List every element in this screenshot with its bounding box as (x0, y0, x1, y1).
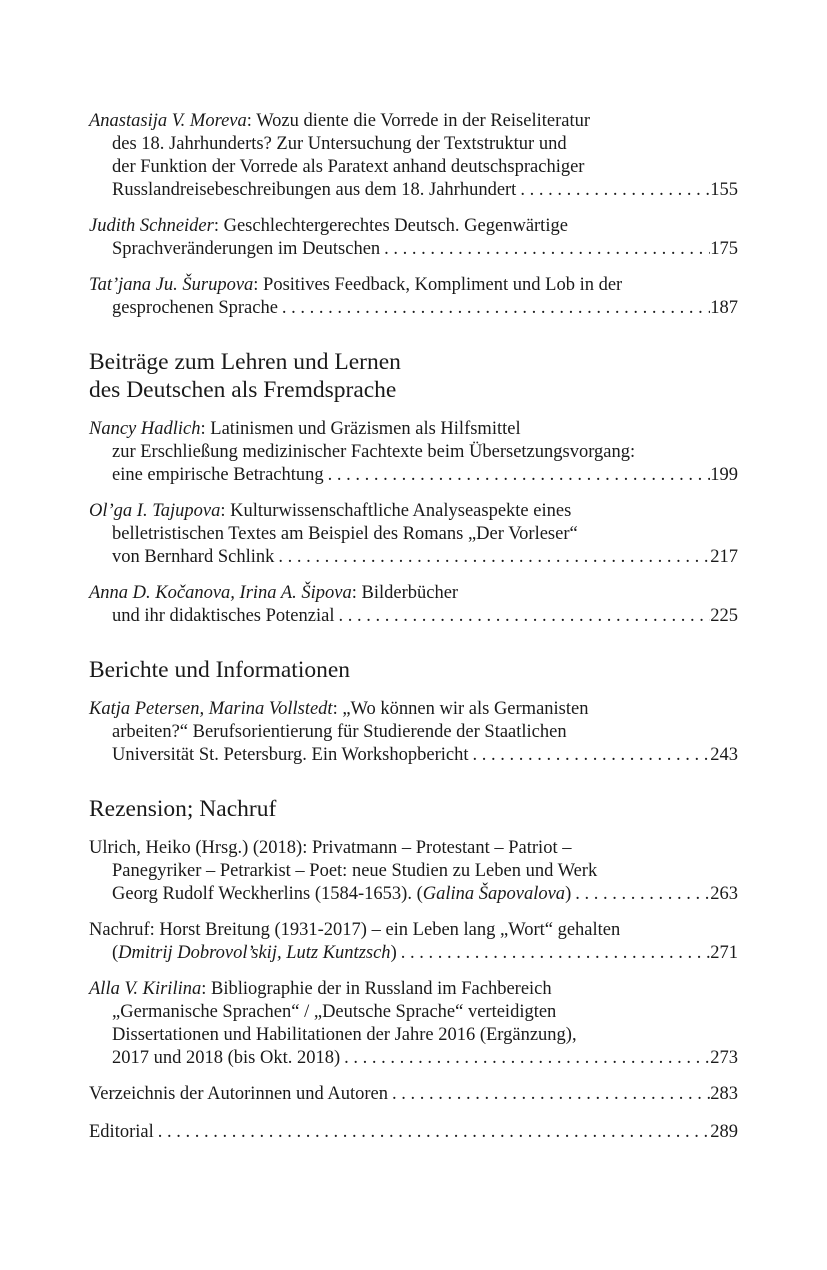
page-number: 243 (710, 745, 738, 765)
entry-author: Anna D. Kočanova, Irina A. Šipova (89, 583, 352, 603)
entry-author: Anastasija V. Moreva (89, 111, 247, 131)
page-number: 263 (710, 884, 738, 904)
toc-entry-editorial (89, 1121, 738, 1144)
leader-dots (571, 883, 710, 906)
entry-title-line: Ulrich, Heiko (Hrsg.) (2018): Privatmann – Protestant – Patriot – (89, 838, 572, 858)
toc-entry-review (89, 837, 738, 906)
entry-author: Katja Petersen, Marina Vollstedt (89, 699, 333, 719)
page-number: 217 (710, 547, 738, 567)
entry-author: Alla V. Kirilina (89, 979, 202, 999)
leader-dots (274, 546, 710, 569)
toc-entry-verzeichnis (89, 1083, 738, 1106)
table-of-contents (89, 110, 738, 1157)
entry-title-line: gesprochenen Sprache (112, 298, 278, 318)
entry-title-line: : Bilderbücher (351, 583, 459, 603)
entry-title-line: : Geschlechtergerechtes Deutsch. Gegenwärtige (213, 216, 568, 236)
entry-title-line: Editorial (89, 1122, 154, 1142)
toc-entry-kocanova (89, 582, 738, 628)
toc-entry-kirilina (89, 978, 738, 1070)
leader-dots (380, 238, 710, 261)
leader-dots (340, 1047, 710, 1070)
entry-title-line: : Bibliographie der in Russland im Fachbereich (201, 979, 552, 999)
obituary-authors: Dmitrij Dobrovol’skij, Lutz Kuntzsch (118, 943, 391, 963)
entry-author: Nancy Hadlich (89, 419, 201, 439)
toc-entry-hadlich (89, 418, 738, 487)
reviewer-name: Galina Šapovalova (422, 884, 566, 904)
entry-title-line: arbeiten?“ Berufsorientierung für Studierende der Staatlichen (112, 722, 567, 742)
entry-title-line: des 18. Jahrhunderts? Zur Untersuchung der Textstruktur und (112, 134, 567, 154)
toc-entry-petersen (89, 698, 738, 767)
entry-author: Ol’ga I. Tajupova (89, 501, 221, 521)
entry-title-line: der Funktion der Vorrede als Paratext anhand deutschsprachiger (112, 157, 585, 177)
entry-title-line: Russlandreisebeschreibungen aus dem 18. Jahrhundert (112, 180, 517, 200)
page-number: 273 (710, 1048, 738, 1068)
leader-dots (334, 605, 710, 628)
entry-title-line: : Latinismen und Gräzismen als Hilfsmittel (200, 419, 521, 439)
page-number: 199 (710, 465, 738, 485)
entry-author: Judith Schneider (89, 216, 214, 236)
page-number: 225 (710, 606, 738, 626)
entry-title-line: von Bernhard Schlink (112, 547, 275, 567)
page-number: 175 (710, 239, 738, 259)
section-title-lehren: Beiträge zum Lehren und Lernen des Deutschen als Fremdsprache (89, 349, 401, 403)
entry-title-line: : Positives Feedback, Kompliment und Lob in der (253, 275, 623, 295)
entry-title-line: und ihr didaktisches Potenzial (112, 606, 335, 626)
entry-title-line: Universität St. Petersburg. Ein Workshopbericht (112, 745, 469, 765)
leader-dots (324, 464, 711, 487)
entry-title-line: 2017 und 2018 (bis Okt. 2018) (112, 1048, 341, 1068)
entry-title-line: Panegyriker – Petrarkist – Poet: neue Studien zu Leben und Werk (112, 861, 598, 881)
leader-dots (278, 297, 710, 320)
toc-entry-tajupova (89, 500, 738, 569)
toc-entry-moreva (89, 110, 738, 202)
section-title-rezension: Rezension; Nachruf (89, 796, 277, 822)
leader-dots (468, 744, 710, 767)
page-number: 155 (710, 180, 738, 200)
entry-title-line: : Kulturwissenschaftliche Analyseaspekte eines (220, 501, 572, 521)
entry-title-line: Sprachveränderungen im Deutschen (112, 239, 381, 259)
entry-title-line: zur Erschließung medizinischer Fachtexte beim Übersetzungsvorgang: (112, 442, 636, 462)
toc-entry-schneider (89, 215, 738, 261)
entry-title-line: : Wozu diente die Vorrede in der Reiseliteratur (246, 111, 590, 131)
section-title-berichte: Berichte und Informationen (89, 657, 351, 683)
entry-title-line: Nachruf: Horst Breitung (1931-2017) – ein Leben lang „Wort“ gehalten (89, 920, 621, 940)
entry-title-line: (Dmitrij Dobrovol’skij, Lutz Kuntzsch) (112, 943, 397, 963)
leader-dots (388, 1083, 710, 1106)
entry-title-line: Dissertationen und Habilitationen der Jahre 2016 (Ergänzung), (112, 1025, 577, 1045)
toc-entry-surupova (89, 274, 738, 320)
entry-author: Tat’jana Ju. Šurupova (89, 275, 254, 295)
entry-title-line: Georg Rudolf Weckherlins (1584-1653). (Galina Šapovalova) (112, 884, 572, 904)
page-number: 271 (710, 943, 738, 963)
toc-entry-obituary (89, 919, 738, 965)
leader-dots (397, 942, 711, 965)
page-number: 187 (710, 298, 738, 318)
leader-dots (154, 1121, 711, 1144)
page-number: 289 (710, 1122, 738, 1142)
page-number: 283 (710, 1084, 738, 1104)
leader-dots (516, 179, 710, 202)
entry-title-line: Verzeichnis der Autorinnen und Autoren (89, 1084, 389, 1104)
entry-title-line: „Germanische Sprachen“ / „Deutsche Sprache“ verteidigten (112, 1002, 557, 1022)
entry-title-line: belletristischen Textes am Beispiel des Romans „Der Vorleser“ (112, 524, 578, 544)
entry-title-line: : „Wo können wir als Germanisten (332, 699, 589, 719)
entry-title-line: eine empirische Betrachtung (112, 465, 324, 485)
